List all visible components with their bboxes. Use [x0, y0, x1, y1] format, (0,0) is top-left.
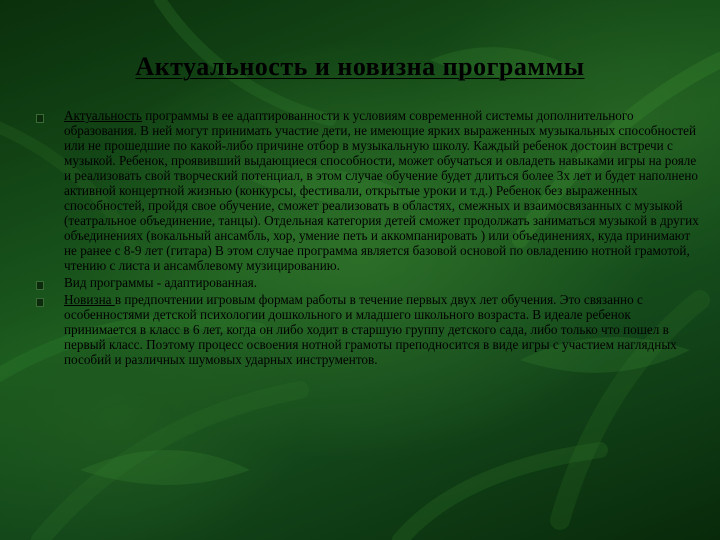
- list-item-novelty: [36, 292, 706, 367]
- term-relevance: Актуальность: [64, 108, 142, 123]
- list-item-text: [64, 275, 706, 290]
- square-bullet-icon: [36, 114, 44, 123]
- relevance-text: программы в ее адаптированности к условиям современной системы дополнительного образования. В ней могут принимать участие дети, не имеющие ярких выраженных музыкальных способностей или не прошедшие по какой-либо причине отбор в музыкальную школу. Каждый ребенок достоин встречи с музыкой. Ребенок, проявивший выдающиеся способности, может обучаться и овладеть навыками игры на рояле и реализовать свой творческий потенциал, в этом случае обучение будет длиться более 3х лет и будет наполнено активной концертной жизнью (конкурсы, фестивали, открытые уроки и т.д.) Ребенок без выраженных способностей, пройдя свое обучение, сможет реализовать в областях, смежных и взаимосвязанных с музыкой (театральное объединение, танцы). Отдельная категория детей сможет продолжать заниматься музыкой в других объединениях (вокальный ансамбль, хор, умение петь и аккомпанировать ) или объединениях, куда принимают не ранее с 8-9 лет (гитара) В этом случае программа является базовой основой по овладению нотной грамотой, чтению с листа и ансамблевому музицированию.: [64, 108, 699, 273]
- square-bullet-icon: [36, 298, 44, 307]
- list-item-text: [64, 108, 706, 273]
- novelty-text: в предпочтении игровым формам работы в течение первых двух лет обучения. Это связанно с особенностями детской психологии дошкольного и младшего школьного возраста. В идеале ребенок принимается в класс в 6 лет, когда он либо ходит в старшую группу детского сада, либо только что пошел в первый класс. Поэтому процесс освоения нотной грамоты преподносится в виде игры с участием наглядных пособий и различных шумовых ударных инструментов.: [64, 292, 677, 367]
- square-bullet-icon: [36, 281, 44, 290]
- list-item-program-type: [36, 275, 706, 290]
- list-item-text: [64, 292, 706, 367]
- slide-title: Актуальность и новизна программы: [135, 52, 585, 81]
- bullet-list: [36, 108, 706, 369]
- term-novelty: Новизна: [64, 292, 115, 307]
- list-item-relevance: [36, 108, 706, 273]
- program-type-text: Вид программы - адаптированная.: [64, 275, 258, 290]
